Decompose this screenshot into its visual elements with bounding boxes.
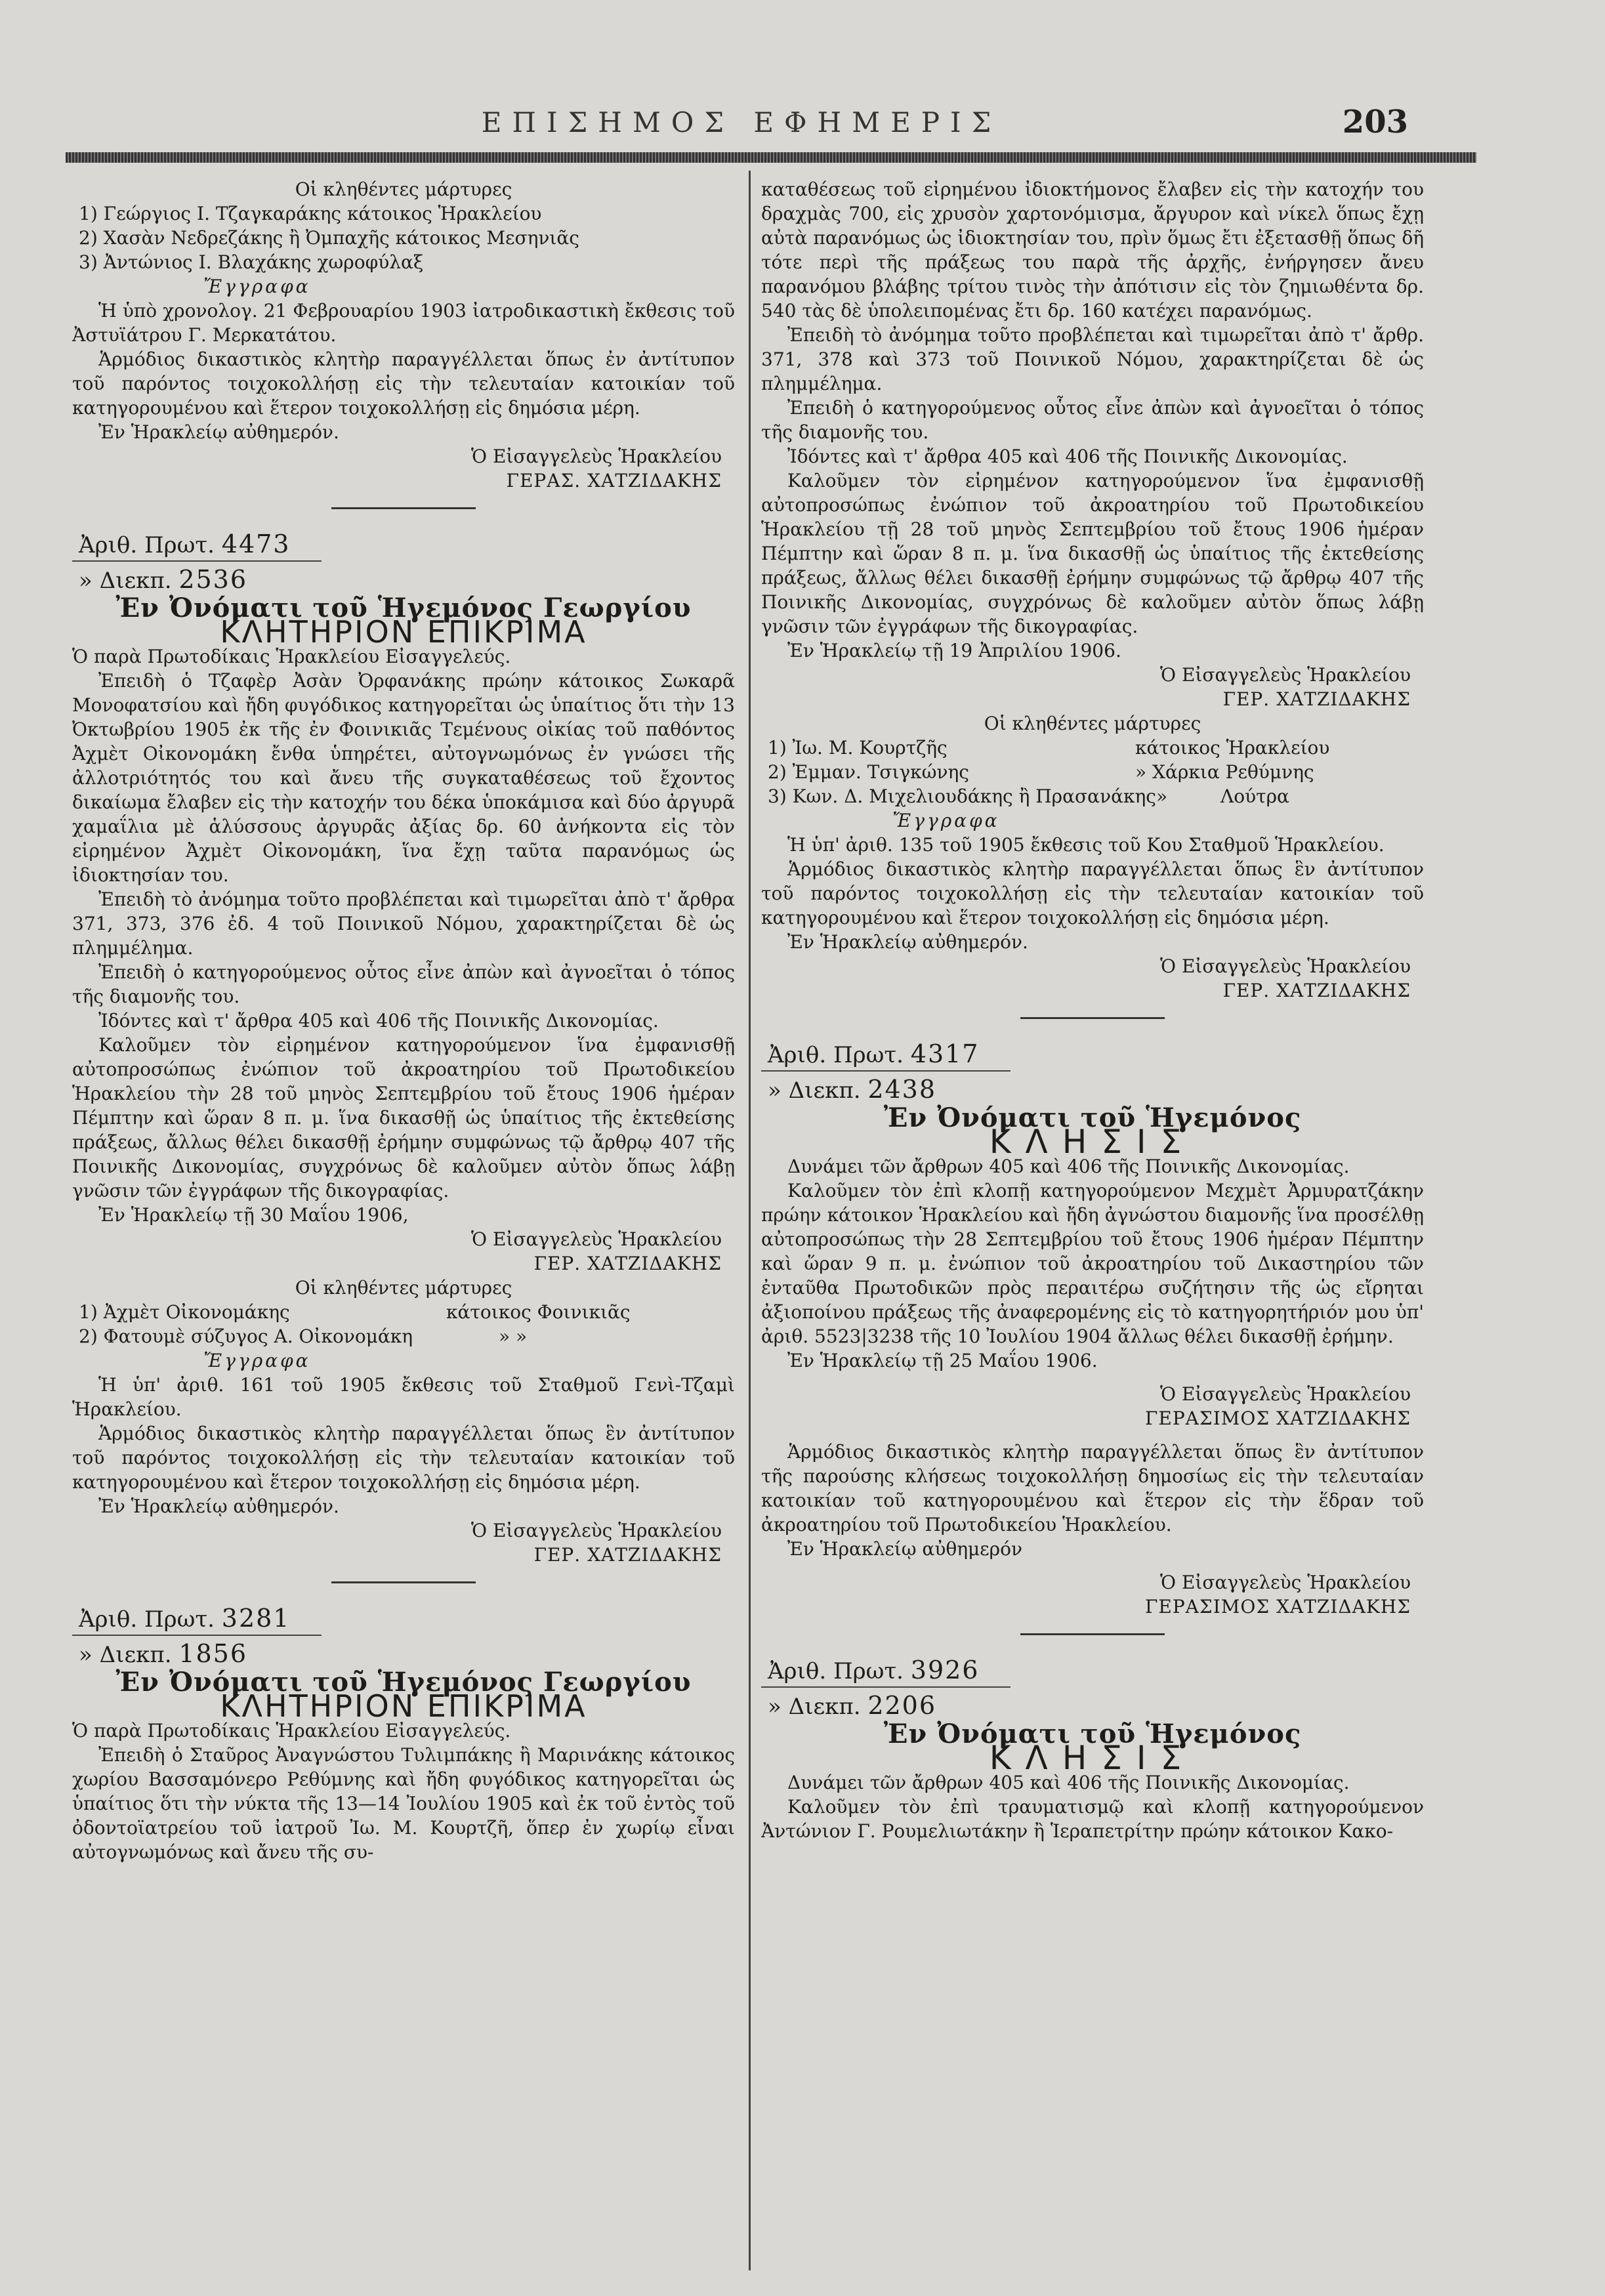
diek-label: » Διεκπ. [79, 1642, 172, 1668]
signature-title: Ὁ Εἰσαγγελεὺς Ἡρακλείου [471, 1228, 722, 1250]
paragraph: Ἰδόντες καὶ τ' ἄρθρα 405 καὶ 406 τῆς Ποινικῆς Δικονομίας. [787, 446, 1348, 467]
paragraph: Ἁρμόδιος δικαστικὸς κλητὴρ παραγγέλλεται ὅπως ἐν ἀντίτυπον τοῦ παρόντος τοιχοκολλήσῃ εἰς τὴν τελευταίαν κατοικίαν τοῦ κατηγορουμένου καὶ ἕτερον τοιχοκολλήσῃ εἰς δημόσια μέρη. [72, 348, 735, 419]
signature-title: Ὁ Εἰσαγγελεὺς Ἡρακλείου [1160, 1383, 1411, 1405]
paragraph: Καλοῦμεν τὸν εἰρημένον κατηγορούμενον ἵνα ἐμφανισθῇ αὐτοπροσώπως ἐνώπιον τοῦ ἀκροατηρίου τοῦ Πρωτοδικείου Ἡρακλείου τὴν 28 τοῦ μηνὸς Σεπτεμβρίου τοῦ ἔτους 1906 ἡμέραν Πέμπτην καὶ ὥραν 8 π. μ. ἵνα δικασθῇ ὡς ὑπαίτιος τῆς ἐκτεθείσης πράξεως, ἄλλως θέλει δικασθῇ ἐρήμην συμφώνως τῷ ἄρθρῳ 407 τῆς Ποινικῆς Δικονομίας, συγχρόνως δὲ καλοῦμεν αὐτὸν ὅπως λάβῃ γνῶσιν τῶν ἐγγράφων τῆς δικογραφίας. [72, 1034, 735, 1201]
prot-label: Ἀριθ. Πρωτ. [768, 1658, 904, 1684]
witness-name: 1) Ἰω. Μ. Κουρτζῆς [768, 737, 948, 759]
signature-name: ΓΕΡ. ΧΑΤΖΙΔΑΚΗΣ [533, 1544, 722, 1566]
prot-label: Ἀριθ. Πρωτ. [768, 1042, 904, 1068]
section-separator [1020, 1017, 1165, 1019]
diek-number: 1856 [178, 1639, 248, 1668]
prot-number: 4317 [910, 1039, 980, 1068]
paragraph: Ἐπειδὴ ὁ κατηγορούμενος οὗτος εἶνε ἀπὼν καὶ ἀγνοεῖται ὁ τόπος τῆς διαμονῆς του. [72, 961, 735, 1007]
number-rule [761, 1070, 1011, 1072]
witness-line: 1) Γεώργιος Ι. Τζαγκαράκης κάτοικος Ἡρακλείου [79, 203, 542, 224]
right-column [761, 177, 1424, 2257]
section-heading: Ἐν Ὀνόματι τοῦ Ἡγεμόνος Γεωργίου [115, 1667, 692, 1698]
paragraph: Ἐν Ἡρακλείῳ αὐθημερόν. [787, 931, 1028, 953]
signature-name: ΓΕΡΑΣ. ΧΑΤΖΙΔΑΚΗΣ [506, 470, 722, 491]
section-heading: Ἐν Ὀνόματι τοῦ Ἡγεμόνος [883, 1719, 1302, 1749]
protocol-numbers [761, 1655, 1424, 1722]
section-heading-caps: ΚΛΗΤΗΡΙΟΝ ΕΠΙΚΡΙΜΑ [220, 1688, 587, 1724]
signature-title: Ὁ Εἰσαγγελεὺς Ἡρακλείου [471, 1520, 722, 1541]
prot-label: Ἀριθ. Πρωτ. [79, 532, 215, 558]
paragraph: Ἡ ὑπὸ χρονολογ. 21 Φεβρουαρίου 1903 ἰατροδικαστικὴ ἔκθεσις τοῦ Ἀστυϊάτρου Γ. Μερκατάτου. [72, 300, 735, 346]
witness-line: 3) Ἀντώνιος Ι. Βλαχάκης χωροφύλαξ [79, 251, 424, 273]
section-separator [331, 507, 476, 509]
witness-line [72, 1300, 735, 1324]
intro-line: Ὁ παρὰ Πρωτοδίκαις Ἡρακλείου Εἰσαγγελεύς. [72, 646, 511, 667]
paragraph: Ἰδόντες καὶ τ' ἄρθρα 405 καὶ 406 τῆς Ποινικῆς Δικονομίας. [98, 1010, 659, 1032]
witness-name: 3) Κων. Δ. Μιχελιουδάκης ἢ Πρασανάκης» [768, 785, 1168, 807]
protocol-numbers [761, 1039, 1424, 1106]
witness-place: Λούτρα [1220, 785, 1289, 807]
witness-line [761, 784, 1424, 808]
paragraph: Ἐπειδὴ τὸ ἀνόμημα τοῦτο προβλέπεται καὶ τιμωρεῖται ἀπὸ τ' ἄρθρα 371, 373, 376 ἐδ. 4 τοῦ Ποινικοῦ Νόμου, χαρακτηρίζεται δὲ ὡς πλημμέλημα. [72, 888, 735, 959]
section-heading: Ἐν Ὀνόματι τοῦ Ἡγεμόνος [883, 1102, 1302, 1133]
diek-number: 2536 [178, 565, 248, 594]
paragraph: Καλοῦμεν τὸν ἐπὶ κλοπῇ κατηγορούμενον Μεχμὲτ Ἀρμυρατζάκην πρώην κάτοικον Ἡρακλείου καὶ ἤδη ἀγνώστου διαμονῆς ἵνα προσέλθῃ αὐτοπροσώπως τὴν 28 Σεπτεμβρίου τοῦ ἔτους 1906 ἡμέραν Πέμπτην καὶ ὥραν 9 π. μ. ἐνώπιον τοῦ ἀκροατηρίου τοῦ Δικαστηρίου τῶν ἐνταῦθα Πρωτοδικῶν πρὸς περαιτέρω συζήτησιν τῆς ὡς εἴρηται ἀξιοποίνου πράξεως τῆς ἀναφερομένης εἰς τὸ κατηγορητήριόν μου ὑπ' ἀριθ. 5523|3238 τῆς 10 Ἰουλίου 1904 ἄλλως θέλει δικασθῇ ἐρήμην. [761, 1180, 1424, 1347]
section-heading-caps: ΚΛΗΤΗΡΙΟΝ ΕΠΙΚΡΙΜΑ [220, 614, 587, 650]
diek-number: 2206 [867, 1691, 937, 1720]
prot-number: 3926 [910, 1656, 980, 1684]
witness-line [761, 760, 1424, 784]
diek-label: » Διεκπ. [768, 1694, 861, 1720]
column-divider [749, 171, 751, 2270]
witness-name: 2) Φατουμὲ σύζυγος Α. Οἰκονομάκη [79, 1325, 413, 1347]
signature-name: ΓΕΡ. ΧΑΤΖΙΔΑΚΗΣ [1222, 980, 1411, 1001]
paragraph: Ἁρμόδιος δικαστικὸς κλητὴρ παραγγέλλεται ὅπως ἓν ἀντίτυπον τοῦ παρόντος τοιχοκολλήσῃ εἰς τὴν τελευταίαν κατοικίαν τοῦ κατηγορουμένου καὶ ἕτερον τοιχοκολλήσῃ εἰς δημόσια μέρη. [761, 858, 1424, 929]
diek-label: » Διεκπ. [768, 1077, 861, 1104]
signature-title: Ὁ Εἰσαγγελεὺς Ἡρακλείου [1160, 1572, 1411, 1593]
paragraph: Καλοῦμεν τὸν ἐπὶ τραυματισμῷ καὶ κλοπῇ κατηγορούμενον Ἀντώνιον Γ. Ρουμελιωτάκην ἢ Ἱεραπετρίτην πρώην κάτοικον Κακο- [761, 1796, 1424, 1842]
paragraph: Ἡ ὑπ' ἀριθ. 135 τοῦ 1905 ἔκθεσις τοῦ Κου Σταθμοῦ Ἡρακλείου. [787, 834, 1385, 856]
protocol-numbers [72, 529, 735, 596]
paragraph: Ἁρμόδιος δικαστικὸς κλητὴρ παραγγέλλεται ὅπως ἓν ἀντίτυπον τῆς παρούσης κλήσεως τοιχοκολλήσῃ δημοσίως εἰς τὴν τελευταίαν κατοικίαν τοῦ κατηγορουμένου καὶ ἕτερον εἰς τὴν ἕδραν τοῦ ἀκροατηρίου τοῦ Πρωτοδικείου Ἡρακλείου. [761, 1441, 1424, 1535]
witnesses-title: Οἱ κληθέντες μάρτυρες [984, 713, 1201, 734]
header-rule [66, 152, 1476, 163]
paragraph: Δυνάμει τῶν ἄρθρων 405 καὶ 406 τῆς Ποινικῆς Δικονομίας. [787, 1772, 1350, 1793]
date-line: Ἐν Ἡρακλείῳ τῇ 25 Μαΐου 1906. [787, 1350, 1098, 1371]
date-line: Ἐν Ἡρακλείῳ τῇ 30 Μαΐου 1906, [98, 1204, 409, 1226]
intro-line: Ὁ παρὰ Πρωτοδίκαις Ἡρακλείου Εἰσαγγελεύς. [72, 1720, 511, 1742]
section-heading: Ἐν Ὀνόματι τοῦ Ἡγεμόνος Γεωργίου [115, 593, 692, 623]
prot-number: 4473 [221, 530, 291, 558]
documents-label: Ἔγγραφα [203, 276, 311, 297]
witness-line [761, 736, 1424, 760]
protocol-numbers [72, 1603, 735, 1670]
paragraph: Ἐπειδὴ ὁ Τζαφὲρ Ἀσὰν Ὀρφανάκης πρώην κάτοικος Σωκαρᾶ Μονοφατσίου καὶ ἤδη φυγόδικος κατηγορεῖται ὡς ὑπαίτιος ὅτι τὴν 13 Ὀκτωβρίου 1905 ἐκ τῆς ἐν Φοινικιᾶς Τεμένους οἰκίας τοῦ παθόντος Ἀχμὲτ Οἰκονομάκη ἔνθα ὑπηρέτει, αὐτογνωμόνως ἐν γνώσει τῆς ἀλλοτριότητός του καὶ ἄνευ τῆς συγκαταθέσεως τοῦ ἔχοντος δικαίωμα ἔλαβεν εἰς τὴν κατοχήν του δέκα ὑποκάμισα καὶ δύο ἀργυρᾶ χαμαΐλια μὲ ἁλύσσους ἀργυρᾶς ἀξίας δρ. 60 ἀνήκοντα εἰς τὸν εἰρημένον Ἀχμὲτ Οἰκονομάκη, ἵνα ἔχῃ ταῦτα παρανόμως ὡς ἰδιοκτησίαν του. [72, 670, 735, 886]
diek-number: 2438 [867, 1075, 937, 1104]
paragraph: Ἐπειδὴ τὸ ἀνόμημα τοῦτο προβλέπεται καὶ τιμωρεῖται ἀπὸ τ' ἄρθρ. 371, 378 καὶ 373 τοῦ Ποινικοῦ Νόμου, χαρακτηρίζεται δὲ ὡς πλημμέλημα. [761, 324, 1424, 394]
signature-name: ΓΕΡΑΣΙΜΟΣ ΧΑΤΖΙΔΑΚΗΣ [1144, 1596, 1411, 1618]
section-heading-caps: ΚΛΗΣΙΣ [989, 1123, 1196, 1161]
witnesses-title: Οἱ κληθέντες μάρτυρες [295, 1277, 512, 1299]
witness-line: 2) Χασὰν Νεδρεζάκης ἢ Ὀμπαχῆς κάτοικος Μεσηνιᾶς [79, 227, 579, 249]
witness-place: κάτοικος Ἡρακλείου [1135, 737, 1330, 759]
date-line: Ἐν Ἡρακλείῳ τῇ 19 Ἀπριλίου 1906. [787, 640, 1121, 661]
paragraph: Δυνάμει τῶν ἄρθρων 405 καὶ 406 τῆς Ποινικῆς Δικονομίας. [787, 1156, 1350, 1177]
signature-name: ΓΕΡΑΣΙΜΟΣ ΧΑΤΖΙΔΑΚΗΣ [1144, 1408, 1411, 1429]
witness-place: » Χάρκια Ρεθύμνης [1135, 761, 1314, 783]
paragraph: Καλοῦμεν τὸν εἰρημένον κατηγορούμενον ἵνα ἐμφανισθῇ αὐτοπροσώπως ἐνώπιον τοῦ ἀκροατηρίου τοῦ Πρωτοδικείου Ἡρακλείου τῇ 28 τοῦ μηνὸς Σεπτεμβρίου τοῦ ἔτους 1906 ἡμέραν Πέμπτην καὶ ὥραν 8 π. μ. ἵνα δικασθῇ ὡς ὑπαίτιος τῆς ἐκτεθείσης πράξεως, ἄλλως θέλει δικασθῇ ἐρήμην συμφώνως τῷ ἄρθρῳ 407 τῆς Ποινικῆς Δικονομίας, συγχρόνως δὲ καλοῦμεν αὐτὸν ὅπως λάβῃ γνῶσιν τῶν ἐγγράφων τῆς δικογραφίας. [761, 470, 1424, 637]
witnesses-title: Οἱ κληθέντες μάρτυρες [295, 178, 512, 200]
witness-line [72, 1324, 735, 1348]
paragraph: Ἁρμόδιος δικαστικὸς κλητὴρ παραγγέλλεται ὅπως ἓν ἀντίτυπον τοῦ παρόντος τοιχοκολλήσῃ εἰς τὴν τελευταίαν κατοικίαν τοῦ κατηγορουμένου καὶ ἕτερον τοιχοκολλήσῃ εἰς δημόσια μέρη. [72, 1423, 735, 1493]
witness-name: 1) Ἀχμὲτ Οἰκονομάκης [79, 1301, 290, 1323]
number-rule [761, 1686, 1011, 1688]
paragraph: Ἐν Ἡρακλείῳ αὐθημερόν [787, 1538, 1023, 1560]
witness-place: » » [499, 1325, 528, 1347]
running-title: ΕΠΙΣΗΜΟΣ ΕΦΗΜΕΡΙΣ [481, 106, 1002, 138]
prot-label: Ἀριθ. Πρωτ. [79, 1606, 215, 1633]
paragraph: καταθέσεως τοῦ εἰρημένου ἰδιοκτήμονος ἔλαβεν εἰς τὴν κατοχήν του δραχμὰς 700, εἰς χρυσὸν χαρτονόμισμα, ἄργυρον καὶ νίκελ ὅπως ἔχῃ αὐτὰ παρανόμως ὡς ἰδιοκτησίαν του, πρὶν ὅμως ἔτι ἐξετασθῇ ὅπως δῆ τότε περὶ τῆς πράξεως του παρὰ τῆς ἀρχῆς, ἐνήργησεν ἄνευ παρανόμου βλάβης τρίτου τινὸς τὴν ἀπότισιν εἰς τὸν ζημιωθέντα δρ. 540 τὰς δὲ ὑπολειπομένας ἔτι δρ. 160 κατέχει παρανόμως. [761, 178, 1424, 322]
paragraph: Ἐν Ἡρακλείῳ αὐθημερόν. [98, 1495, 339, 1517]
page-header [0, 98, 1605, 164]
section-separator [331, 1581, 476, 1583]
diek-label: » Διεκπ. [79, 568, 172, 594]
prot-number: 3281 [221, 1604, 291, 1633]
paragraph: Ἐν Ἡρακλείῳ αὐθημερόν. [98, 421, 339, 443]
witness-place: κάτοικος Φοινικιᾶς [446, 1301, 631, 1323]
signature-title: Ὁ Εἰσαγγελεὺς Ἡρακλείου [471, 446, 722, 467]
section-heading-caps: ΚΛΗΣΙΣ [989, 1739, 1196, 1777]
signature-title: Ὁ Εἰσαγγελεὺς Ἡρακλείου [1160, 955, 1411, 977]
number-rule [72, 560, 322, 562]
page-number: 203 [1342, 104, 1408, 140]
signature-name: ΓΕΡ. ΧΑΤΖΙΔΑΚΗΣ [1222, 688, 1411, 710]
paragraph: Ἐπειδὴ ὁ Σταῦρος Ἀναγνώστου Τυλιμπάκης ἢ Μαρινάκης κάτοικος χωρίου Βασσαμόνερο Ρεθύμνης καὶ ἤδη φυγόδικος κατηγορεῖται ὡς ὑπαίτιος ὅτι τὴν νύκτα τῆς 13—14 Ἰουλίου 1905 καὶ ἐκ τοῦ ἐντὸς τοῦ ὀδοντοϊατρείου τοῦ ἰατροῦ Ἰω. Μ. Κουρτζῆ, ὅπερ ἐν χωρίῳ εἶναι αὐτογνωμόνως καὶ ἄνευ τῆς συ- [72, 1744, 735, 1863]
signature-title: Ὁ Εἰσαγγελεὺς Ἡρακλείου [1160, 664, 1411, 686]
documents-label: Ἔγγραφα [892, 810, 1000, 831]
number-rule [72, 1635, 322, 1636]
documents-label: Ἔγγραφα [203, 1350, 311, 1371]
section-separator [1020, 1633, 1165, 1635]
left-column [72, 177, 735, 2257]
paragraph: Ἡ ὑπ' ἀριθ. 161 τοῦ 1905 ἔκθεσις τοῦ Σταθμοῦ Γενὶ-Τζαμὶ Ἡρακλείου. [72, 1374, 735, 1420]
witness-name: 2) Ἐμμαν. Τσιγκώνης [768, 761, 969, 783]
signature-name: ΓΕΡ. ΧΑΤΖΙΔΑΚΗΣ [533, 1253, 722, 1274]
paragraph: Ἐπειδὴ ὁ κατηγορούμενος οὗτος εἶνε ἀπὼν καὶ ἀγνοεῖται ὁ τόπος τῆς διαμονῆς του. [761, 397, 1424, 443]
